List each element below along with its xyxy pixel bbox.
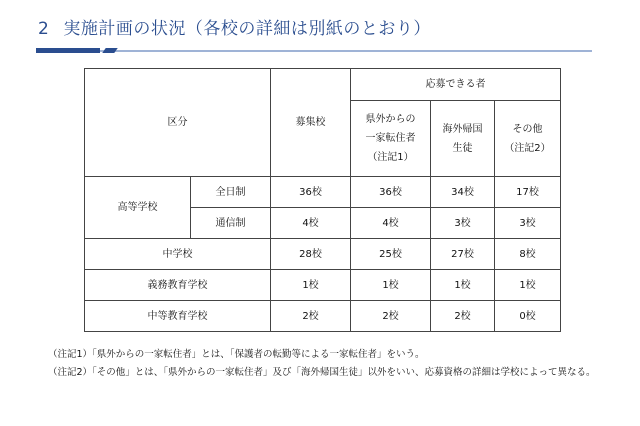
row-label-koutou: 高等学校 [85,177,191,239]
cell-boshu: 28校 [271,239,351,270]
cell-kengai: 2校 [351,301,431,332]
section-number: 2 [38,19,50,39]
table-row [85,177,561,208]
header-kaigai-line: 生徒 [452,142,473,154]
section-title: 実施計画の状況（各校の詳細は別紙のとおり） [63,19,431,39]
cell-kengai: 4校 [351,208,431,239]
row-label-chugaku: 中学校 [85,239,271,270]
cell-sonota: 3校 [495,208,561,239]
cell-kengai: 25校 [351,239,431,270]
section-heading [38,14,431,39]
row-label-tsushin: 通信制 [191,208,271,239]
plan-status-table [84,68,561,332]
cell-kaigai: 2校 [431,301,495,332]
cell-kengai: 36校 [351,177,431,208]
cell-boshu: 36校 [271,177,351,208]
cell-kaigai: 27校 [431,239,495,270]
header-boshu: 募集校 [271,69,351,177]
header-kaigai [431,101,495,177]
header-sonota-line: （注記2） [504,142,551,154]
header-oubo-group: 応募できる者 [351,69,561,101]
cell-kaigai: 1校 [431,270,495,301]
row-label-gimu: 義務教育学校 [85,270,271,301]
table-row [85,301,561,332]
cell-kaigai: 3校 [431,208,495,239]
heading-underline-accent [36,48,100,53]
cell-sonota: 0校 [495,301,561,332]
table-header-row [85,69,561,101]
cell-boshu: 4校 [271,208,351,239]
table-row [85,239,561,270]
cell-sonota: 8校 [495,239,561,270]
header-sonota-line: その他 [512,123,543,135]
row-label-chutou: 中等教育学校 [85,301,271,332]
cell-kengai: 1校 [351,270,431,301]
footnote-2: （注記2）「その他」とは、「県外からの一家転住者」及び「海外帰国生徒」以外をいい、応募資格の詳細は学校によって異なる。 [48,367,596,378]
cell-sonota: 1校 [495,270,561,301]
cell-boshu: 2校 [271,301,351,332]
row-label-zennichi: 全日制 [191,177,271,208]
cell-boshu: 1校 [271,270,351,301]
table-row [85,270,561,301]
header-kengai-line: 一家転住者 [365,133,416,144]
heading-underline [36,50,592,52]
header-kengai-line: 県外からの [365,114,416,125]
cell-sonota: 17校 [495,177,561,208]
header-kubun: 区分 [85,69,271,177]
header-kaigai-line: 海外帰国 [442,123,483,135]
footnotes [48,346,608,382]
heading-underline-accent-slash [102,48,118,53]
footnote-1: （注記1）「県外からの一家転住者」とは、「保護者の転勤等による一家転住者」をいう。 [48,349,425,360]
header-sonota [495,101,561,177]
header-kengai-line: （注記1） [367,152,414,163]
header-kengai [351,101,431,177]
cell-kaigai: 34校 [431,177,495,208]
